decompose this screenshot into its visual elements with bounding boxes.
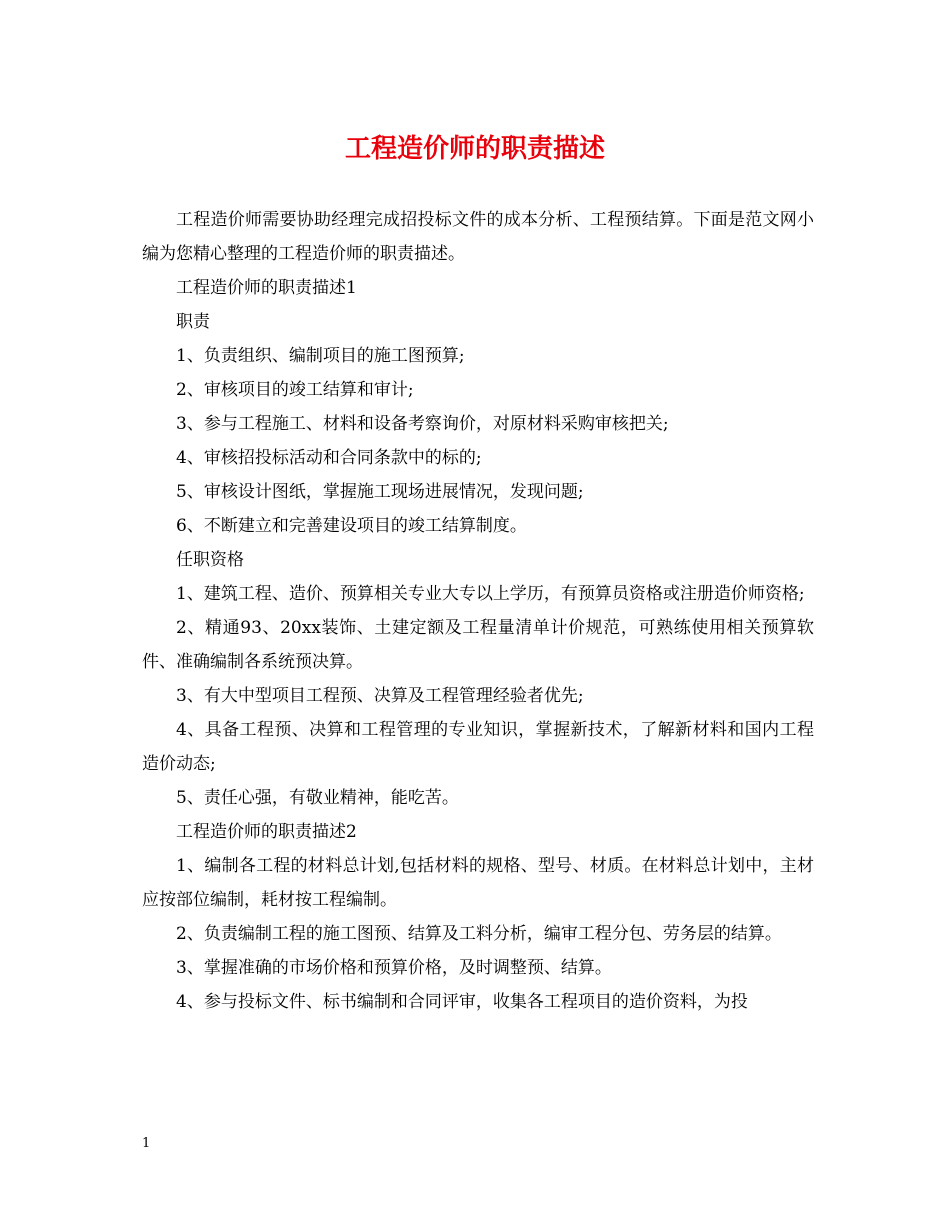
list-item: 3、掌握准确的市场价格和预算价格，及时调整预、结算。: [176, 958, 612, 978]
paragraph-intro: 工程造价师需要协助经理完成招投标文件的成本分析、工程预结算。下面是范文网小编为您精心整理的工程造价师的职责描述。: [142, 210, 814, 264]
document-body: [142, 203, 814, 1019]
list-item: 6、不断建立和完善建设项目的竣工结算制度。: [176, 516, 527, 536]
list-item: 5、责任心强，有敬业精神，能吃苦。: [176, 788, 459, 808]
list-item: 4、具备工程预、决算和工程管理的专业知识，掌握新技术，了解新材料和国内工程造价动态;: [142, 720, 814, 774]
subheading-duties: 职责: [176, 312, 210, 332]
section-heading-2: 工程造价师的职责描述2: [176, 822, 357, 842]
page-number: 1: [142, 1136, 151, 1151]
list-item: 2、精通93、20xx装饰、土建定额及工程量清单计价规范，可熟练使用相关预算软件、准确编制各系统预决算。: [142, 618, 814, 672]
list-item: 4、参与投标文件、标书编制和合同评审，收集各工程项目的造价资料，为投: [176, 992, 748, 1012]
section-heading-1: 工程造价师的职责描述1: [176, 278, 357, 298]
document-title: 工程造价师的职责描述: [344, 134, 605, 164]
list-item: 3、有大中型项目工程预、决算及工程管理经验者优先;: [176, 686, 584, 706]
list-item: 1、建筑工程、造价、预算相关专业大专以上学历，有预算员资格或注册造价师资格;: [176, 584, 805, 604]
list-item: 4、审核招投标活动和合同条款中的标的;: [176, 448, 482, 468]
subheading-qualifications: 任职资格: [176, 550, 244, 570]
list-item: 2、负责编制工程的施工图预、结算及工料分析，编审工程分包、劳务层的结算。: [176, 924, 782, 944]
list-item: 2、审核项目的竣工结算和审计;: [176, 380, 414, 400]
list-item: 1、编制各工程的材料总计划,包括材料的规格、型号、材质。在材料总计划中，主材应按部位编制，耗材按工程编制。: [142, 856, 814, 910]
list-item: 3、参与工程施工、材料和设备考察询价，对原材料采购审核把关;: [176, 414, 669, 434]
list-item: 5、审核设计图纸，掌握施工现场进展情况，发现问题;: [176, 482, 584, 502]
list-item: 1、负责组织、编制项目的施工图预算;: [176, 346, 465, 366]
